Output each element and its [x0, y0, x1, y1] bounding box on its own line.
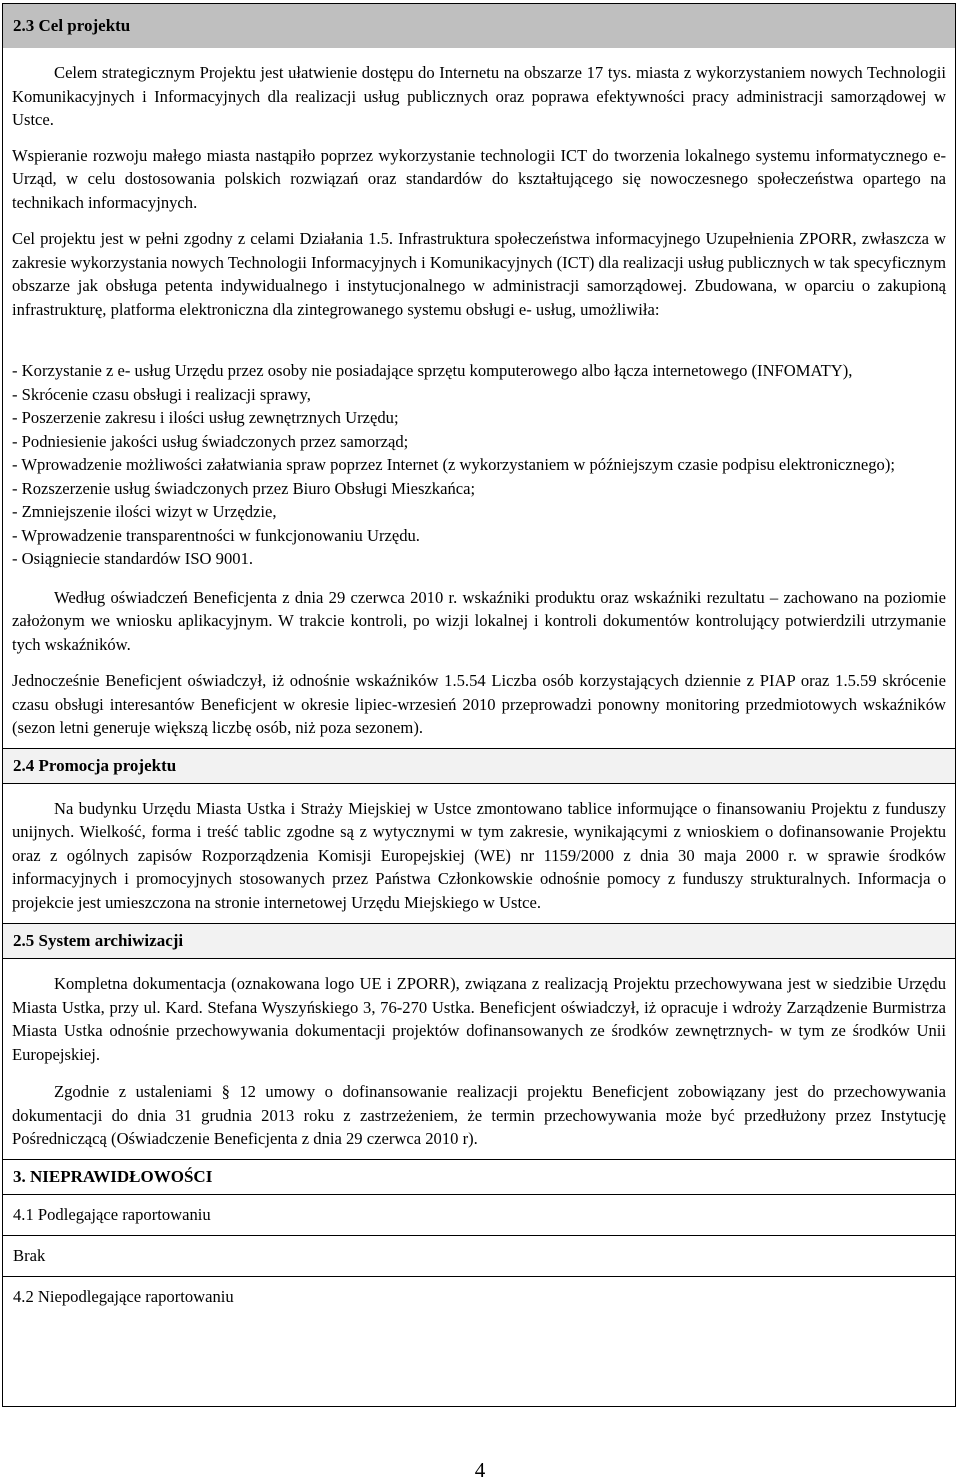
section-2-3-box — [2, 3, 956, 1407]
paragraph-monitoring: Jednocześnie Beneficjent oświadczył, iż odnośnie wskaźników 1.5.54 Liczba osób korzystających dziennie z PIAP oraz 1.5.59 skrócenie czasu obsługi interesantów Beneficjent w okresie lipiec-wrzesień 2010 przeprowadzi ponowny monitoring przedmiotowych wskaźników (sezon letni generuje większą liczbę osób, niż poza sezonem). — [12, 671, 946, 737]
section-number: 2.4 — [13, 755, 35, 775]
section-2-5-body — [3, 959, 955, 1159]
row-reportable: 4.1 Podlegające raportowaniu — [13, 1204, 211, 1224]
list-item: - Osiągniecie standardów ISO 9001. — [12, 549, 254, 568]
list-item: - Wprowadzenie możliwości załatwiania spraw poprzez Internet (z wykorzystaniem w późniejszym czasie podpisu elektronicznego); — [12, 455, 895, 474]
row-none: Brak — [3, 1235, 955, 1276]
section-name: Promocja projektu — [38, 755, 177, 775]
section-number: 2.5 — [13, 931, 35, 950]
section-2-3-title: 2.3 Cel projektu — [3, 4, 955, 48]
section-name: System archiwizacji — [38, 931, 184, 950]
page-number: 4 — [474, 1458, 486, 1482]
paragraph-promotion: Na budynku Urzędu Miasta Ustka i Straży Miejskiej w Ustce zmontowano tablice informujące o finansowaniu Projektu z funduszy unijnych. Wielkość, forma i treść tablic zgodne są z wytycznymi w tym zakresie, wynikającymi z wnioskiem o dofinansowanie Projektu oraz z ogólnych zapisów Rozporządzenia Komisji Europejskiej (WE) nr 1159/2000 z dnia 30 maja 2000 r. w sprawie środków informacyjnych i promocyjnych stosowanych przez Państwa Członkowskie odnośnie pomocy z funduszy strukturalnych. Informacja o projekcie jest umieszczona na stronie internetowej Urzędu Miejskiego w Ustce. — [12, 798, 946, 912]
list-item: - Zmniejszenie ilości wizyt w Urzędzie, — [12, 502, 277, 521]
paragraph-indicators: Według oświadczeń Beneficjenta z dnia 29 czerwca 2010 r. wskaźniki produktu oraz wskaźniki rezultatu – zachowano na poziomie założonym we wniosku aplikacyjnym. W trakcie kontroli, po wizji lokalnej i kontroli dokumentów kontrolujący potwierdzili utrzymanie tych wskaźników. — [12, 587, 946, 654]
row-non-reportable: 4.2 Niepodlegające raportowaniu — [3, 1276, 955, 1317]
benefits-list — [12, 359, 946, 571]
list-item: - Poszerzenie zakresu i ilości usług zewnętrznych Urzędu; — [12, 408, 399, 427]
paragraph-zporr: Cel projektu jest w pełni zgodny z celami Działania 1.5. Infrastruktura społeczeństwa informacyjnego Uzupełnienia ZPORR, zwłaszcza w zakresie wykorzystania nowych Technologii Informacyjnych i Komunikacyjnych (ICT) dla realizacji usług publicznych w tak specyficznym obszarze jak obsługa petenta indywidualnego i instytucjonalnego w administracji samorządowej. Zbudowana, w oparciu o zakupioną infrastrukturę, platforma elektroniczna dla zintegrowanego systemu obsługi e- usług, umożliwiła: — [12, 229, 946, 319]
section-2-3-body — [3, 48, 955, 748]
list-item: - Rozszerzenie usług świadczonych przez Biuro Obsługi Mieszkańca; — [12, 478, 476, 498]
section-2-4-title — [3, 748, 955, 784]
list-item: - Podniesienie jakości usług świadczonych przez samorząd; — [12, 431, 409, 451]
list-item: - Skrócenie czasu obsługi i realizacji sprawy, — [12, 384, 311, 404]
paragraph-storage: Zgodnie z ustaleniami § 12 umowy o dofinansowanie realizacji projektu Beneficjent zobowiązany jest do przechowywania dokumentacji do dnia 31 grudnia 2013 roku z zastrzeżeniem, że termin przechowywania może być przedłużony przez Instytucję Pośredniczącą (Oświadczenie Beneficjenta z dnia 29 czerwca 2010 r). — [12, 1082, 946, 1148]
section-3-title: 3. NIEPRAWIDŁOWOŚCI — [3, 1159, 955, 1195]
paragraph-archive: Kompletna dokumentacja (oznakowana logo UE i ZPORR), związana z realizacją Projektu przechowywana jest w siedzibie Urzędu Miasta Ustka, przy ul. Kard. Stefana Wyszyńskiego 3, 76-270 Ustka. Beneficjent oświadczył, iż opracuje i wdroży Zarządzenie Burmistrza Miasta Ustka odnośnie przechowywania dokumentacji projektów dofinansowanych ze środków zewnętrznych- w tym ze środków Unii Europejskiej. — [12, 974, 946, 1064]
list-item: - Korzystanie z e- usług Urzędu przez osoby nie posiadające sprzętu komputerowego albo łącza internetowego (INFOMATY), — [12, 361, 853, 380]
section-2-5-title — [3, 923, 955, 959]
paragraph-project-goal: Celem strategicznym Projektu jest ułatwienie dostępu do Internetu na obszarze 17 tys. miasta z wykorzystaniem nowych Technologii Komunikacyjnych i Informacyjnych dla realizacji usług publicznych oraz poprawa efektywności pracy administracji samorządowej w Ustce. — [12, 63, 946, 129]
paragraph-ict: Wspieranie rozwoju małego miasta nastąpiło poprzez wykorzystanie technologii ICT do tworzenia lokalnego systemu informatycznego e-Urząd, w celu dostosowania polskich rozwiązań oraz standardów do kształtującego się nowoczesnego społeczeństwa opartego na technikach informacyjnych. — [12, 145, 946, 212]
section-2-4-body — [3, 784, 955, 924]
list-item: - Wprowadzenie transparentności w funkcjonowaniu Urzędu. — [12, 525, 420, 545]
